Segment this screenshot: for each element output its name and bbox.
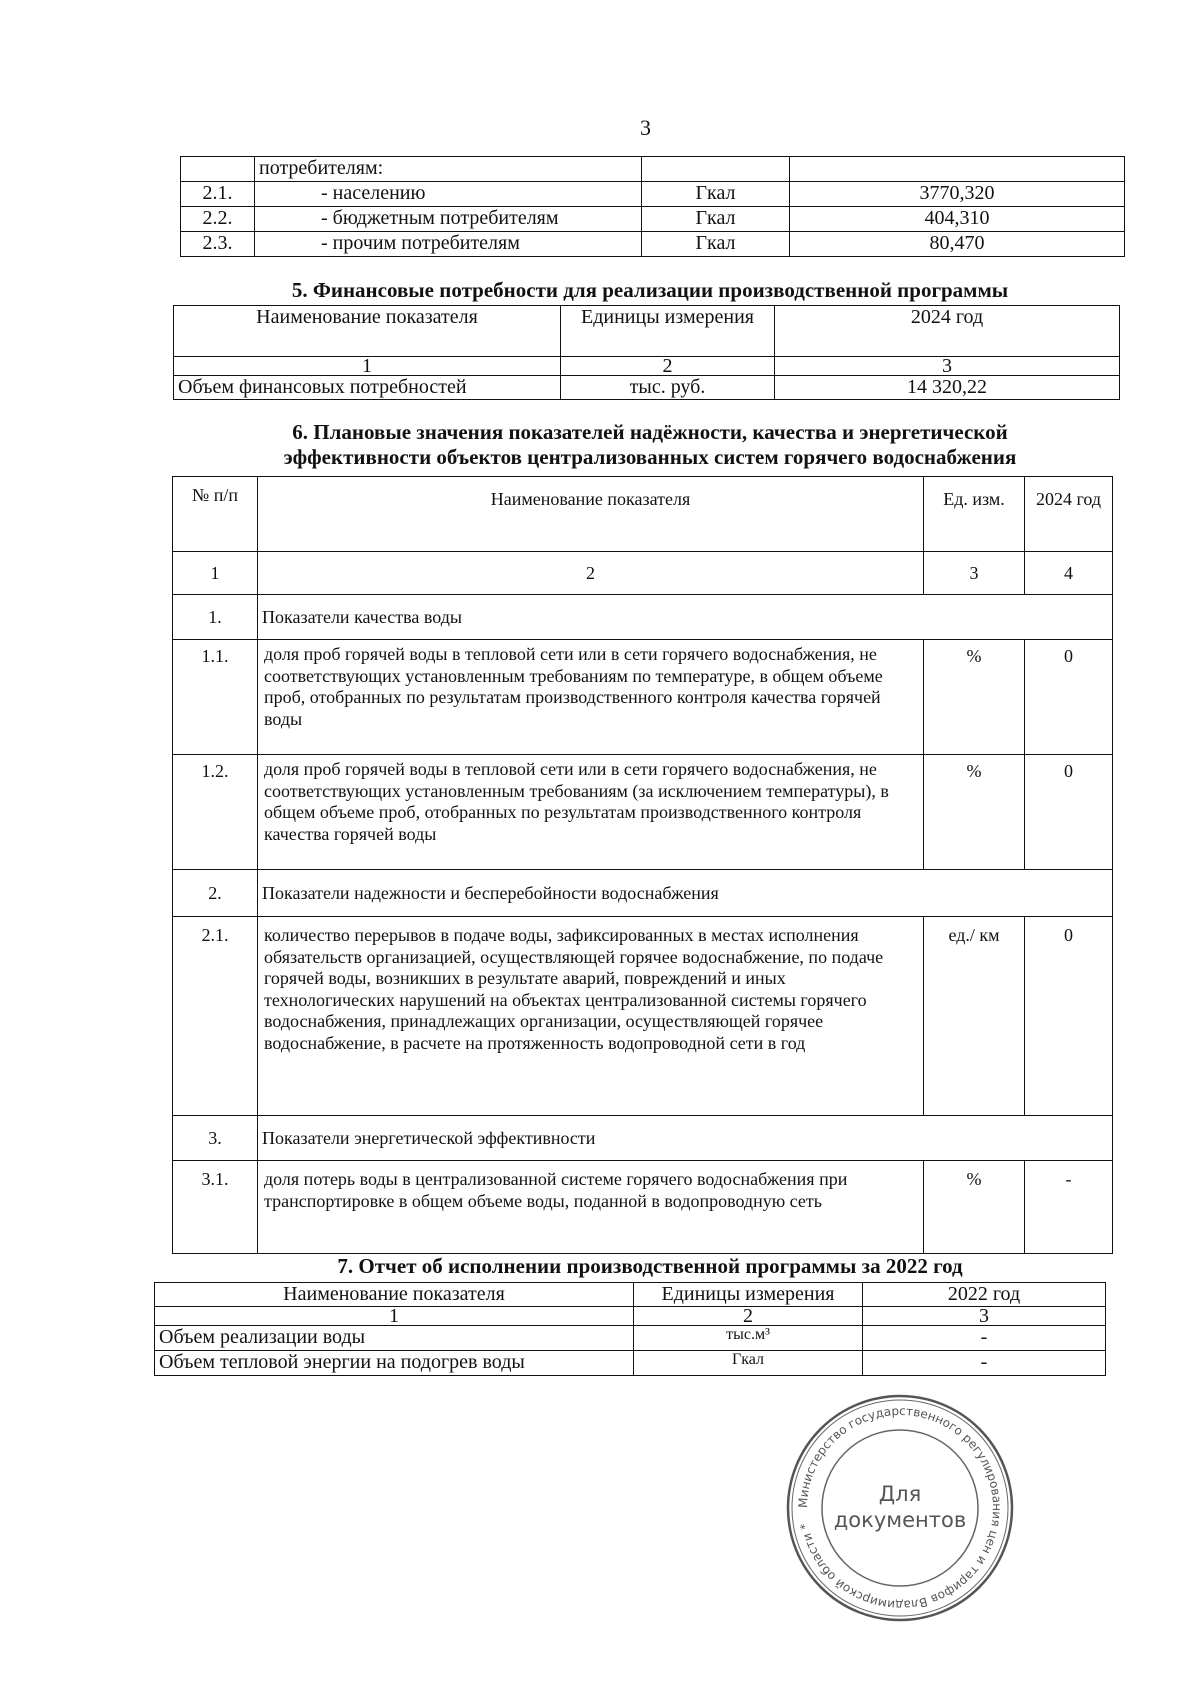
section-5-title: Финансовые потребности для реализации производственной программы — [312, 278, 1009, 302]
row-value: 14 320,22 — [775, 376, 1120, 400]
item-unit: ед./ км — [924, 917, 1025, 1116]
table-row — [181, 182, 1125, 207]
table-row — [173, 640, 1113, 755]
header-row — [173, 477, 1113, 552]
section-6-heading — [150, 420, 1150, 470]
row-value: - — [863, 1326, 1106, 1351]
row-unit: Гкал — [634, 1351, 863, 1376]
column-header: Ед. изм. — [924, 477, 1025, 552]
section-5-heading — [150, 278, 1150, 303]
item-number: 2.1. — [173, 917, 258, 1116]
item-unit: % — [924, 1161, 1025, 1254]
header-row — [155, 1283, 1106, 1307]
row-unit: Гкал — [642, 207, 790, 232]
section-7-number: 7. — [337, 1254, 354, 1278]
section-7-heading — [150, 1254, 1150, 1279]
table-row — [155, 1351, 1106, 1376]
column-header: Единицы измерения — [561, 306, 775, 357]
group-row — [173, 870, 1113, 917]
table-row — [174, 376, 1120, 400]
row-number: 2.3. — [181, 232, 255, 257]
row-label: Объем финансовых потребностей — [174, 376, 561, 400]
item-text: доля потерь воды в централизованной системе горячего водоснабжения при транспортировке в общем объеме воды, поданной в водопроводную сеть — [258, 1161, 924, 1254]
official-stamp — [785, 1393, 1015, 1623]
item-value: - — [1025, 1161, 1113, 1254]
section-6-title-line-2: эффективности объектов централизованных систем горячего водоснабжения — [283, 445, 1017, 470]
column-header: 2024 год — [775, 306, 1120, 357]
financial-needs-table — [173, 305, 1120, 400]
row-value: 404,310 — [790, 207, 1125, 232]
column-index: 3 — [863, 1307, 1106, 1326]
column-header: № п/п — [173, 477, 258, 552]
item-value: 0 — [1025, 640, 1113, 755]
row-value: 3770,320 — [790, 182, 1125, 207]
column-index: 2 — [634, 1307, 863, 1326]
row-label: - прочим потребителям — [255, 232, 642, 257]
column-header: 2022 год — [863, 1283, 1106, 1307]
stamp-center-line-1: Для — [878, 1482, 922, 1506]
table-row — [173, 917, 1113, 1116]
row-unit: Гкал — [642, 182, 790, 207]
item-value: 0 — [1025, 755, 1113, 870]
column-header: Единицы измерения — [634, 1283, 863, 1307]
group-title: Показатели качества воды — [258, 595, 1113, 640]
item-number: 1.2. — [173, 755, 258, 870]
table-row — [173, 755, 1113, 870]
item-number: 1.1. — [173, 640, 258, 755]
row-number: 2.2. — [181, 207, 255, 232]
group-row — [173, 595, 1113, 640]
table-row — [181, 207, 1125, 232]
item-value: 0 — [1025, 917, 1113, 1116]
row-label: Объем тепловой энергии на подогрев воды — [155, 1351, 634, 1376]
table-row — [155, 1326, 1106, 1351]
group-number: 1. — [173, 595, 258, 640]
row-label: Объем реализации воды — [155, 1326, 634, 1351]
row-label: потребителям: — [255, 157, 642, 182]
row-unit: Гкал — [642, 232, 790, 257]
row-number: 2.1. — [181, 182, 255, 207]
column-header: 2024 год — [1025, 477, 1113, 552]
stamp-seal-icon — [785, 1393, 1015, 1623]
section-7-title: Отчет об исполнении производственной программы за 2022 год — [358, 1254, 963, 1278]
group-title: Показатели энергетической эффективности — [258, 1116, 1113, 1161]
column-index: 1 — [173, 552, 258, 595]
indicators-table — [172, 476, 1113, 1254]
index-row — [174, 357, 1120, 376]
column-index: 2 — [561, 357, 775, 376]
table-row — [181, 232, 1125, 257]
item-unit: % — [924, 755, 1025, 870]
group-row — [173, 1116, 1113, 1161]
column-header: Наименование показателя — [174, 306, 561, 357]
item-text: доля проб горячей воды в тепловой сети или в сети горячего водоснабжения, не соответствующих установленным требованиям (за исключением температуры), в общем объеме проб, отобранных по результатам производственного контроля качества горячей воды — [258, 755, 924, 870]
group-number: 2. — [173, 870, 258, 917]
group-number: 3. — [173, 1116, 258, 1161]
section-5-number: 5. — [291, 278, 308, 302]
row-unit: тыс. руб. — [561, 376, 775, 400]
stamp-center-line-2: документов — [833, 1508, 967, 1532]
column-index: 4 — [1025, 552, 1113, 595]
row-label: - населению — [255, 182, 642, 207]
section-6-title-line-1: 6. Плановые значения показателей надёжности, качества и энергетической — [292, 420, 1008, 444]
table-row — [173, 1161, 1113, 1254]
column-index: 1 — [174, 357, 561, 376]
item-number: 3.1. — [173, 1161, 258, 1254]
group-title: Показатели надежности и бесперебойности водоснабжения — [258, 870, 1113, 917]
row-label: - бюджетным потребителям — [255, 207, 642, 232]
item-unit: % — [924, 640, 1025, 755]
column-index: 1 — [155, 1307, 634, 1326]
column-index: 3 — [775, 357, 1120, 376]
stamp-ring-text: Министерство государственного регулирования цен и тарифов Владимирской области * — [795, 1403, 1005, 1613]
column-index: 3 — [924, 552, 1025, 595]
consumers-table — [180, 156, 1125, 257]
index-row — [155, 1307, 1106, 1326]
column-header: Наименование показателя — [258, 477, 924, 552]
page-number: 3 — [640, 115, 651, 140]
table-row — [181, 157, 1125, 182]
item-text: доля проб горячей воды в тепловой сети или в сети горячего водоснабжения, не соответствующих установленным требованиям по температуре, в общем объеме проб, отобранных по результатам производственного контроля качества горячей воды — [258, 640, 924, 755]
index-row — [173, 552, 1113, 595]
report-table — [154, 1282, 1106, 1376]
column-header: Наименование показателя — [155, 1283, 634, 1307]
header-row — [174, 306, 1120, 357]
row-unit: тыс.м³ — [634, 1326, 863, 1351]
column-index: 2 — [258, 552, 924, 595]
item-text: количество перерывов в подаче воды, зафиксированных в местах исполнения обязательств организацией, осуществляющей горячее водоснабжение, по подаче горячей воды, возникших в результате аварий, повреждений и иных технологических нарушений на объектах централизованной системы горячего водоснабжения, принадлежащих организации, осуществляющей горячее водоснабжение, в расчете на протяженность водопроводной сети в год — [258, 917, 924, 1116]
row-value: - — [863, 1351, 1106, 1376]
row-value: 80,470 — [790, 232, 1125, 257]
